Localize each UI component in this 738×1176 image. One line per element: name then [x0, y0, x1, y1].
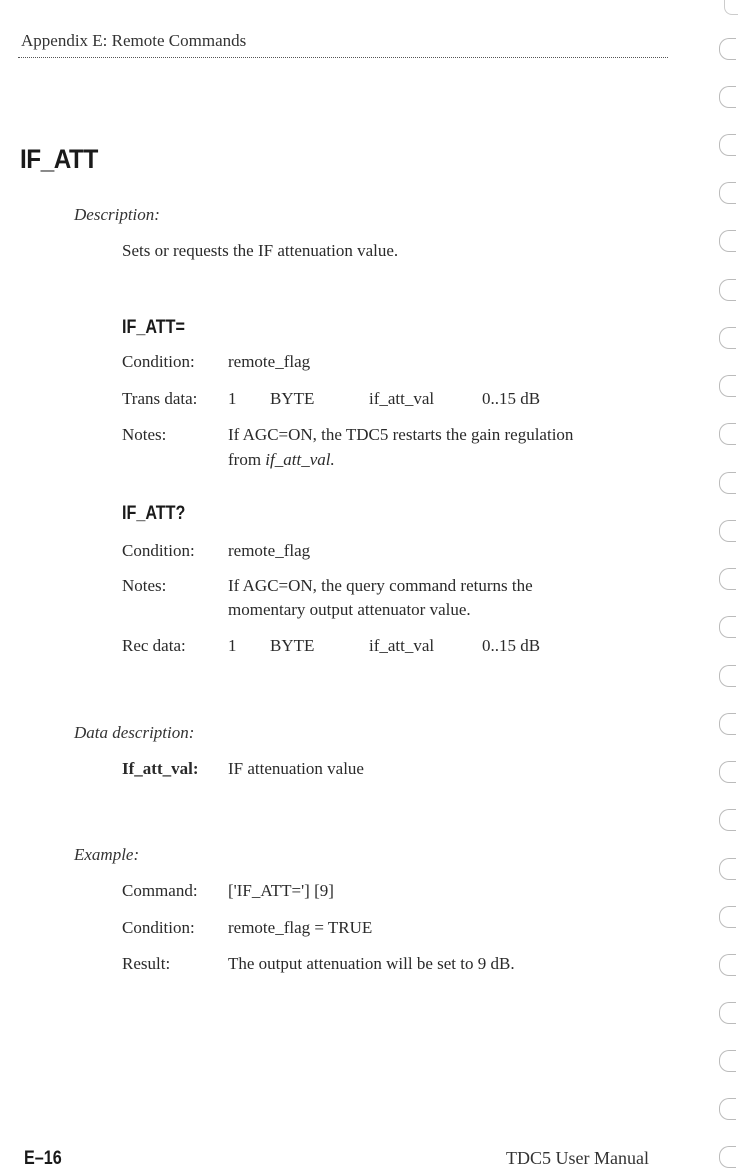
- page-number: E–16: [24, 1148, 62, 1169]
- binder-hole: [719, 568, 736, 590]
- binder-hole: [719, 1050, 736, 1072]
- query-notes-label: Notes:: [122, 576, 167, 595]
- set-trans-type: BYTE: [270, 389, 315, 408]
- description-label: Description:: [74, 205, 160, 224]
- binder-hole: [719, 713, 736, 735]
- example-result-label: Result:: [122, 954, 171, 973]
- query-condition-value: remote_flag: [228, 541, 311, 560]
- set-command-title: IF_ATT=: [122, 317, 185, 338]
- binder-hole: [719, 1002, 736, 1024]
- set-notes-line1: If AGC=ON, the TDC5 restarts the gain regulation: [228, 425, 574, 444]
- set-trans-var: if_att_val: [369, 389, 435, 408]
- query-condition-label: Condition:: [122, 541, 195, 560]
- command-title: IF_ATT: [20, 144, 98, 174]
- running-header: Appendix E: Remote Commands: [21, 31, 247, 50]
- binder-hole: [719, 279, 736, 301]
- query-command-title: IF_ATT?: [122, 503, 186, 524]
- binder-hole: [719, 1146, 736, 1168]
- set-trans-label: Trans data:: [122, 389, 198, 408]
- data-description-text: IF attenuation value: [228, 759, 364, 778]
- description-text: Sets or requests the IF attenuation value.: [122, 241, 399, 260]
- query-notes-line2: momentary output attenuator value.: [228, 600, 471, 619]
- query-rec-type: BYTE: [270, 636, 315, 655]
- data-description-var: If_att_val:: [122, 759, 199, 778]
- binder-hole: [719, 858, 736, 880]
- header-rule: [18, 57, 668, 58]
- binder-hole-top: [724, 0, 738, 15]
- set-notes-line2-prefix: from: [228, 450, 266, 469]
- binder-hole: [719, 86, 736, 108]
- data-description-label: Data description:: [74, 723, 195, 742]
- binder-hole: [719, 327, 736, 349]
- binder-hole: [719, 761, 736, 783]
- binder-hole: [719, 182, 736, 204]
- binder-hole: [719, 38, 736, 60]
- query-rec-label: Rec data:: [122, 636, 186, 655]
- binder-hole: [719, 423, 736, 445]
- binder-hole: [719, 230, 736, 252]
- example-command-value: ['IF_ATT='] [9]: [228, 881, 334, 900]
- binder-hole: [719, 954, 736, 976]
- binder-hole: [719, 809, 736, 831]
- binder-hole: [719, 472, 736, 494]
- set-condition-value: remote_flag: [228, 352, 311, 371]
- binder-hole: [719, 1098, 736, 1120]
- set-trans-range: 0..15 dB: [482, 389, 541, 408]
- example-condition-value: remote_flag = TRUE: [228, 918, 373, 937]
- query-rec-var: if_att_val: [369, 636, 435, 655]
- binder-hole: [719, 134, 736, 156]
- query-rec-count: 1: [228, 636, 237, 655]
- binder-hole: [719, 906, 736, 928]
- query-notes-line1: If AGC=ON, the query command returns the: [228, 576, 533, 595]
- binder-hole: [719, 616, 736, 638]
- example-result-value: The output attenuation will be set to 9 dB.: [228, 954, 515, 973]
- set-notes-line2-var: if_att_val.: [265, 450, 335, 469]
- manual-title: TDC5 User Manual: [506, 1148, 649, 1168]
- set-trans-count: 1: [228, 389, 237, 408]
- set-notes-line2: [228, 450, 335, 470]
- set-notes-label: Notes:: [122, 425, 167, 444]
- query-rec-range: 0..15 dB: [482, 636, 541, 655]
- binder-hole: [719, 375, 736, 397]
- example-label: Example:: [74, 845, 140, 864]
- binder-hole: [719, 520, 736, 542]
- example-command-label: Command:: [122, 881, 198, 900]
- binder-hole: [719, 665, 736, 687]
- example-condition-label: Condition:: [122, 918, 195, 937]
- set-condition-label: Condition:: [122, 352, 195, 371]
